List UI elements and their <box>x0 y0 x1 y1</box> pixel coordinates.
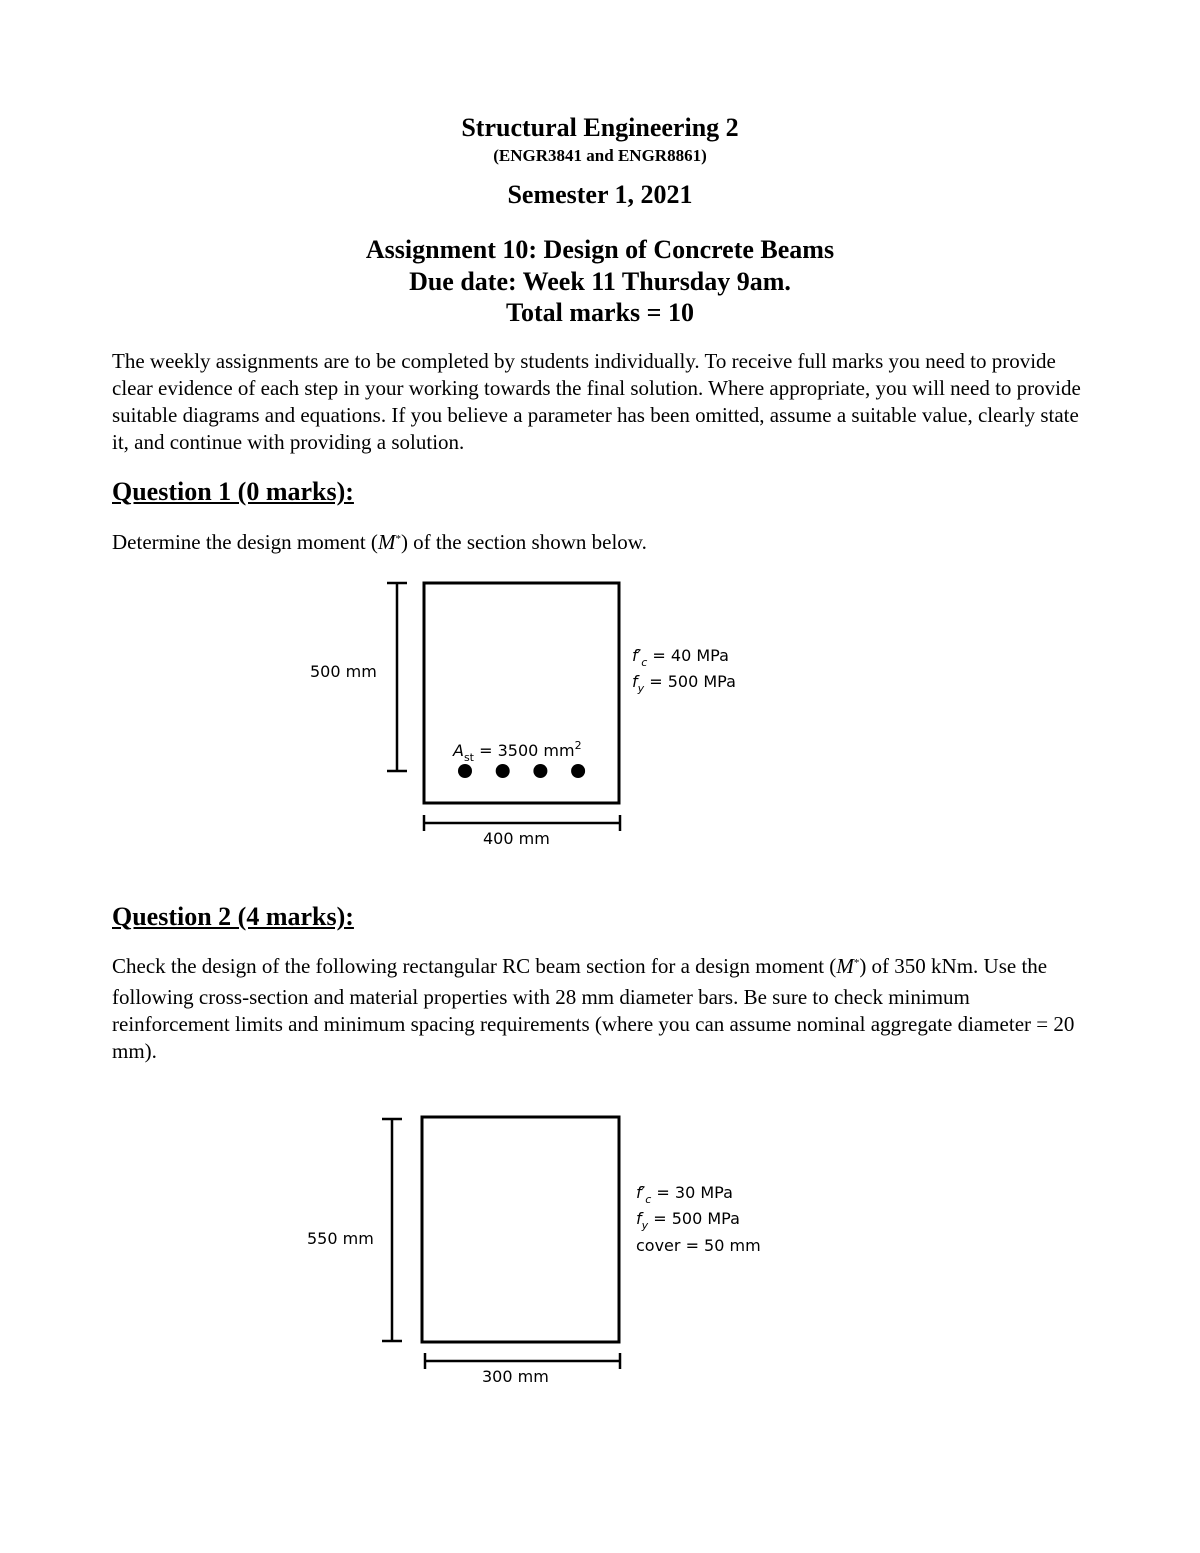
q1-width-label: 400 mm <box>483 829 550 848</box>
semester: Semester 1, 2021 <box>507 180 693 209</box>
q1-reinforcing-bar <box>458 764 472 778</box>
question-2-heading: Question 2 (4 marks): <box>112 902 354 931</box>
q2-height-label: 550 mm <box>307 1229 374 1248</box>
course-codes: (ENGR3841 and ENGR8861) <box>493 146 707 165</box>
q1-fc-label: $f'_c = 40$ MPa <box>632 646 729 669</box>
due-date: Due date: Week 11 Thursday 9am. <box>409 267 791 296</box>
q1-fy-label: $f_y = 500$ MPa <box>632 672 736 695</box>
q2-cover-label: cover = 50 mm <box>636 1236 761 1255</box>
q1-beam-outline <box>424 583 619 803</box>
q1-reinforcing-bar <box>571 764 585 778</box>
q2-width-label: 300 mm <box>482 1367 549 1386</box>
q1-height-label: 500 mm <box>310 662 377 681</box>
q2-fy-label: $f_y = 500$ MPa <box>636 1209 740 1232</box>
question-2-text: Check the design of the following rectangular RC beam section for a design moment (M*) of 350 kNm. Use the following cross-section and material properties with 28 mm diameter bars. Be sure to check minimum reinforcement limits and minimum spacing requirements (where you can assume nominal aggregate diameter = 20 mm). <box>112 954 1075 1063</box>
q2-beam-outline <box>422 1117 619 1342</box>
course-title: Structural Engineering 2 <box>461 113 739 142</box>
intro-paragraph: The weekly assignments are to be completed by students individually. To receive full marks you need to provide clear evidence of each step in your working towards the final solution. Where appropriate, you will need to provide suitable diagrams and equations. If you believe a parameter has been omitted, assume a suitable value, clearly state it, and continue with providing a solution. <box>112 349 1081 454</box>
q1-ast-label: $A_{st} = 3500$ $mm^2$ <box>453 739 582 764</box>
question-1-heading: Question 1 (0 marks): <box>112 477 354 506</box>
q1-reinforcing-bar <box>533 764 547 778</box>
question-1-text: Determine the design moment (M*) of the section shown below. <box>112 530 647 554</box>
q1-reinforcing-bar <box>496 764 510 778</box>
q2-fc-label: $f'_c = 30$ MPa <box>636 1183 733 1206</box>
assignment-title: Assignment 10: Design of Concrete Beams <box>365 235 835 264</box>
total-marks: Total marks = 10 <box>506 298 694 327</box>
